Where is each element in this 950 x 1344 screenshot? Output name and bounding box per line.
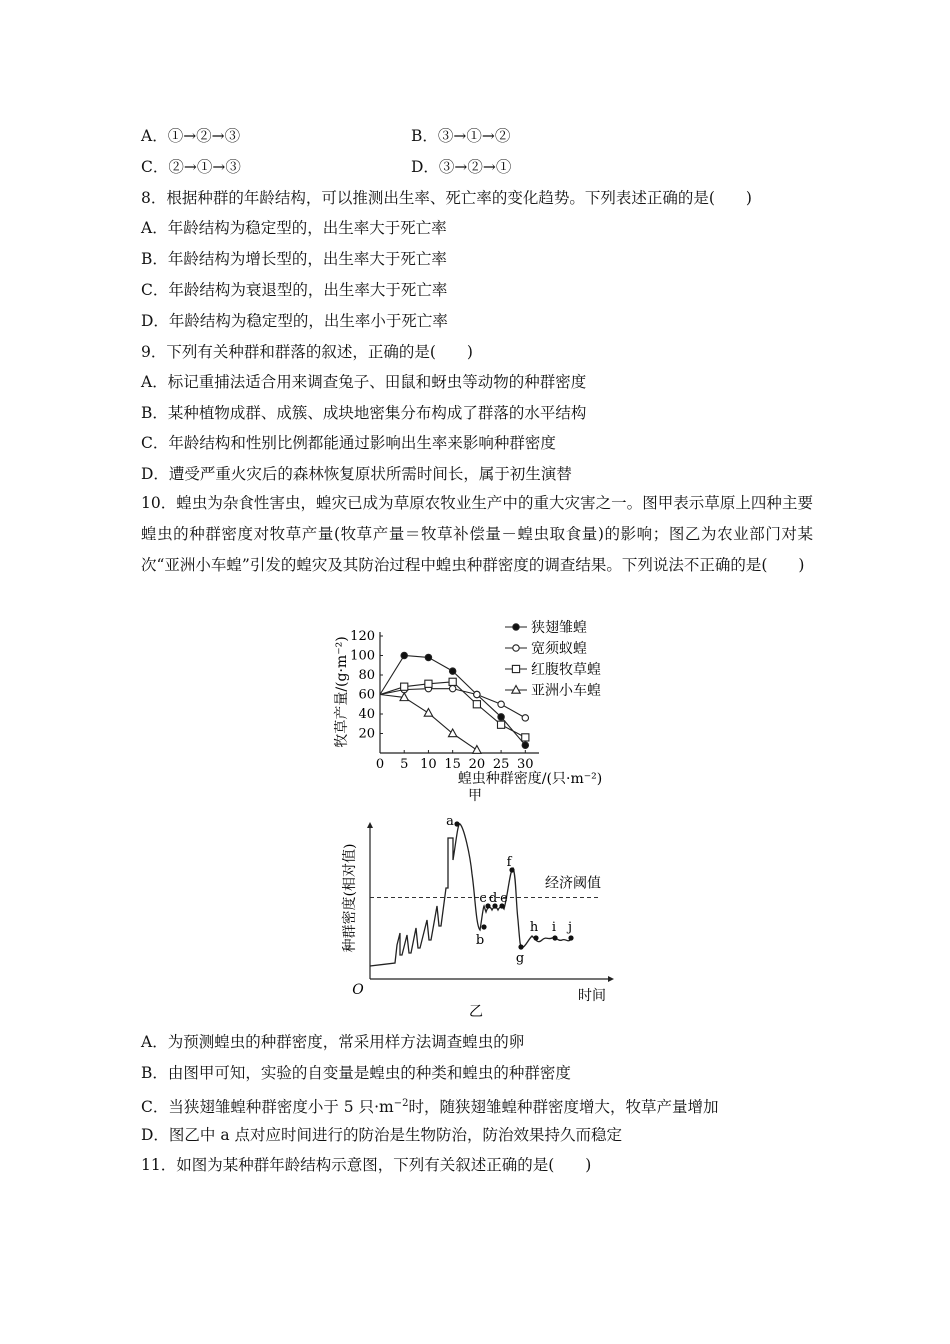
data-point [425,654,431,660]
q7-option-b[interactable]: B．③→①→② [411,127,511,145]
q10-option-d[interactable]: D．图乙中 a 点对应时间进行的防治是生物防治，防治效果持久而稳定 [141,1126,623,1144]
data-point [512,686,520,694]
legend-item [505,682,601,699]
x-tick-label: 30 [517,757,534,772]
x-tick-label: 10 [420,757,437,772]
chart-caption: 乙 [469,1004,483,1020]
data-point [473,746,481,754]
data-point [425,680,432,687]
point-label-h: h [529,920,539,935]
point-label-e: e [500,891,508,906]
point-label-a: a [446,814,454,829]
legend-label: 宽须蚁蝗 [531,641,587,657]
data-point [474,691,480,697]
point-label-b: b [475,933,485,948]
point-label-g: g [515,951,525,966]
x-tick-label: 25 [492,757,510,772]
legend-item [505,661,601,678]
data-point [448,729,456,737]
q10-option-c[interactable] [141,1093,718,1118]
point-g [518,944,523,949]
x-tick-label: 20 [468,757,486,772]
point-label-j: j [567,920,573,935]
y-axis-arrow [367,822,373,828]
data-point [513,624,519,630]
legend-item [505,619,587,636]
legend-label: 红腹牧草蝗 [531,662,601,678]
y-axis-label: 种群密度(相对值) [342,843,358,953]
q10-option-a[interactable]: A．为预测蝗虫的种群密度，常采用样方法调查蝗虫的卵 [141,1033,525,1051]
data-point [401,652,407,658]
point-i [552,935,557,940]
data-point [497,721,504,728]
q11-stem: 11．如图为某种群年龄结构示意图，下列有关叙述正确的是( ) [141,1156,592,1174]
point-j [568,935,573,940]
x-axis-label: 时间 [578,988,606,1004]
y-tick-label: 120 [350,629,375,644]
data-point [401,683,408,690]
chart-yi [340,814,615,1020]
data-point [522,742,528,748]
point-label-c: c [479,891,487,906]
y-axis-label: 牧草产量/(g·m⁻²) [334,636,350,748]
data-point [449,668,455,674]
q7-option-c[interactable]: C．②→①→③ [141,158,241,176]
q7-option-a[interactable]: A．①→②→③ [141,127,241,145]
point-a [454,821,459,826]
x-tick-label: 0 [375,757,385,772]
y-tick-label: 20 [358,726,375,742]
q7-option-d[interactable]: D．③→②→① [411,158,512,176]
series-3 [380,693,481,753]
q9-option-d[interactable]: D．遭受严重火灾后的森林恢复原状所需时间长，属于初生演替 [141,465,572,483]
data-point [473,701,480,708]
y-tick-label: 80 [358,668,375,683]
data-point [522,734,529,741]
x-tick-label: 15 [444,757,461,772]
data-point [449,685,455,691]
y-tick-label: 60 [358,687,375,703]
x-axis-arrow [608,976,614,982]
q9-option-a[interactable]: A．标记重捕法适合用来调查兔子、田鼠和蚜虫等动物的种群密度 [141,373,587,391]
point-label-i: i [551,920,557,935]
legend-label: 狭翅雏蝗 [531,620,587,636]
data-point [498,701,504,707]
y-tick-label: 40 [358,707,375,722]
q8-stem: 8．根据种群的年龄结构，可以推测出生率、死亡率的变化趋势。下列表述正确的是( ) [141,189,752,207]
q10-stem: 10．蝗虫为杂食性害虫，蝗灾已成为草原农牧业生产中的重大灾害之一。图甲表示草原上四种主要蝗虫的种群密度对牧草产量(牧草产量＝牧草补偿量－蝗虫取食量)的影响；图乙为农业部门对某次“亚洲小车蝗”引发的蝗灾及其防治过程中蝗虫种群密度的调查结果。下列说法不正确的是( ) [141,494,813,574]
data-point [512,665,519,672]
point-h [533,935,538,940]
q10-option-c-post: 时，随狭翅雏蝗种群密度增大，牧草产量增加 [408,1098,719,1117]
q8-option-d[interactable]: D．年龄结构为稳定型的，出生率小于死亡率 [141,312,448,330]
legend-label: 亚洲小车蝗 [531,683,601,699]
density-curve [370,824,572,966]
point-b [481,924,486,929]
q10-option-b[interactable]: B．由图甲可知，实验的自变量是蝗虫的种类和蝗虫的种群密度 [141,1064,571,1082]
data-point [522,715,528,721]
y-tick-label: 100 [350,648,375,664]
point-label-f: f [506,855,512,870]
legend-item [505,640,587,657]
data-point [498,714,504,720]
data-point [513,645,519,651]
x-tick-label: 5 [400,757,409,772]
chart-caption: 甲 [468,788,482,804]
threshold-label: 经济阈值 [545,875,601,892]
data-point [424,709,432,717]
q8-option-b[interactable]: B．年龄结构为增长型的，出生率大于死亡率 [141,250,447,268]
origin-label: O [352,982,364,998]
point-label-d: d [488,891,498,906]
chart-jia [320,618,630,810]
q10-option-c-pre: C．当狭翅雏蝗种群密度小于 5 只·m [141,1098,394,1117]
q9-stem: 9．下列有关种群和群落的叙述，正确的是( ) [141,343,473,361]
q8-option-a[interactable]: A．年龄结构为稳定型的，出生率大于死亡率 [141,219,447,237]
series-line [380,695,477,751]
q10-option-c-sup: −2 [393,1098,409,1109]
data-point [449,678,456,685]
q9-option-c[interactable]: C．年龄结构和性别比例都能通过影响出生率来影响种群密度 [141,434,556,452]
x-axis-label: 蝗虫种群密度/(只·m⁻²) [457,771,603,787]
q8-option-c[interactable]: C．年龄结构为衰退型的，出生率大于死亡率 [141,281,448,299]
q9-option-b[interactable]: B．某种植物成群、成簇、成块地密集分布构成了群落的水平结构 [141,404,587,422]
